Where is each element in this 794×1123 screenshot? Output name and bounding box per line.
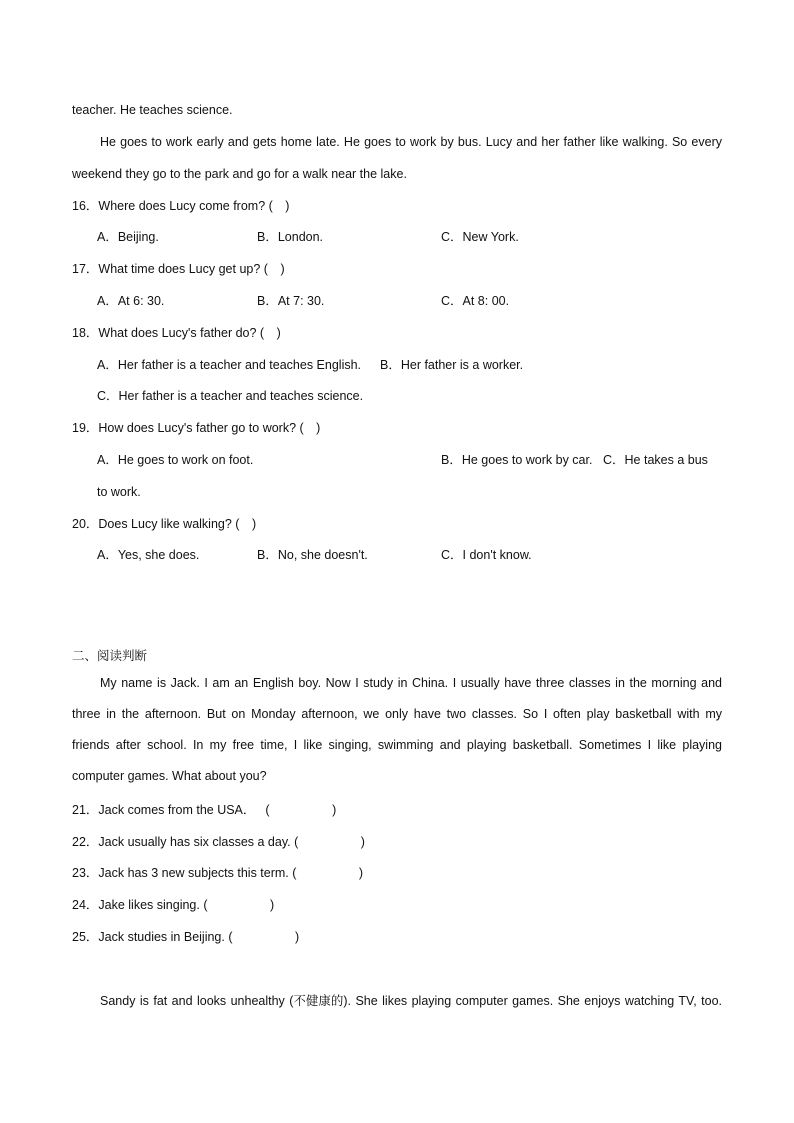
answer-blank[interactable]: ( ): [294, 835, 365, 849]
passage-line: [72, 706, 722, 737]
option-b[interactable]: B．Her father is a worker.: [380, 358, 524, 372]
question-stem: What time does Lucy get up? ( ): [98, 262, 285, 276]
option-c-continued: to work.: [97, 485, 141, 499]
question-text: Jack has 3 new subjects this term.: [98, 866, 293, 880]
option-c[interactable]: C．At 8: 00.: [441, 294, 510, 308]
question-16: [72, 198, 289, 214]
question-18: [72, 325, 281, 341]
passage1-line: weekend they go to the park and go for a walk near the lake.: [72, 167, 407, 181]
question-text: Jack studies in Beijing.: [98, 930, 229, 944]
question-stem: Does Lucy like walking? ( ): [98, 517, 257, 531]
judge-question-23: [72, 865, 363, 881]
question-number: 23．: [72, 866, 99, 880]
judge-question-21: [72, 802, 336, 818]
question-number: 20．: [72, 517, 99, 531]
passage1-line: [72, 134, 722, 150]
option-a[interactable]: A．He goes to work on foot.: [97, 453, 254, 467]
question-19: [72, 420, 320, 436]
question-number: 18．: [72, 326, 99, 340]
question-17: [72, 261, 285, 277]
question-number: 22．: [72, 835, 99, 849]
passage1-line: teacher. He teaches science.: [72, 103, 233, 117]
judge-question-24: [72, 897, 274, 913]
option-a[interactable]: A．Yes, she does.: [97, 548, 200, 562]
answer-blank[interactable]: ( ): [292, 866, 364, 880]
passage-line: [72, 737, 722, 768]
passage3-line: [72, 993, 722, 1009]
passage-text: friends after school. In my free time, I like singing, swimming and playing basketball. Sometimes I like playing: [72, 738, 722, 752]
question-stem: Where does Lucy come from? ( ): [98, 199, 290, 213]
passage-line: [72, 675, 722, 706]
question-number: 25．: [72, 930, 99, 944]
passage-line: [72, 768, 722, 799]
passage-text: My name is Jack. I am an English boy. Now I study in China. I usually have three classes in the morning and: [100, 676, 722, 690]
option-b[interactable]: B．London.: [257, 230, 324, 244]
option-b[interactable]: B．He goes to work by car.: [441, 453, 593, 467]
option-b[interactable]: B．No, she doesn't.: [257, 548, 368, 562]
option-a[interactable]: A．Her father is a teacher and teaches English.: [97, 358, 362, 372]
passage-text: three in the afternoon. But on Monday afternoon, we only have two classes. So I often play basketball with my: [72, 707, 722, 721]
question-text: Jake likes singing.: [98, 898, 204, 912]
answer-blank[interactable]: ( ): [203, 898, 275, 912]
judge-question-25: [72, 929, 299, 945]
passage1-text: He goes to work early and gets home late. He goes to work by bus. Lucy and her father like walking. So every: [100, 135, 722, 149]
question-text: Jack usually has six classes a day.: [98, 835, 295, 849]
question-number: 21．: [72, 803, 99, 817]
answer-blank[interactable]: ( ): [265, 803, 337, 817]
option-c[interactable]: C．Her father is a teacher and teaches science.: [97, 389, 364, 403]
question-number: 17．: [72, 262, 99, 276]
passage3-text: Sandy is fat and looks unhealthy (不健康的). She likes playing computer games. She enjoys watching TV, too.: [100, 994, 722, 1008]
section2-passage: [72, 675, 722, 799]
option-b[interactable]: B．At 7: 30.: [257, 294, 325, 308]
question-number: 16．: [72, 199, 99, 213]
option-a[interactable]: A．At 6: 30.: [97, 294, 165, 308]
option-c[interactable]: C．New York.: [441, 230, 519, 244]
option-c[interactable]: C．I don't know.: [441, 548, 532, 562]
option-a[interactable]: A．Beijing.: [97, 230, 159, 244]
judge-question-22: [72, 834, 365, 850]
answer-blank[interactable]: ( ): [228, 930, 300, 944]
question-stem: What does Lucy's father do? ( ): [98, 326, 281, 340]
passage1-justified-line: [72, 134, 722, 150]
question-number: 24．: [72, 898, 99, 912]
passage-text: computer games. What about you?: [72, 769, 267, 783]
question-text: Jack comes from the USA．: [98, 803, 256, 817]
passage3-justified-line: [72, 993, 722, 1009]
option-c[interactable]: C．He takes a bus: [603, 453, 708, 467]
question-stem: How does Lucy's father go to work? ( ): [98, 421, 321, 435]
question-number: 19．: [72, 421, 99, 435]
section-heading: 二、阅读判断: [72, 649, 148, 663]
question-20: [72, 516, 256, 532]
